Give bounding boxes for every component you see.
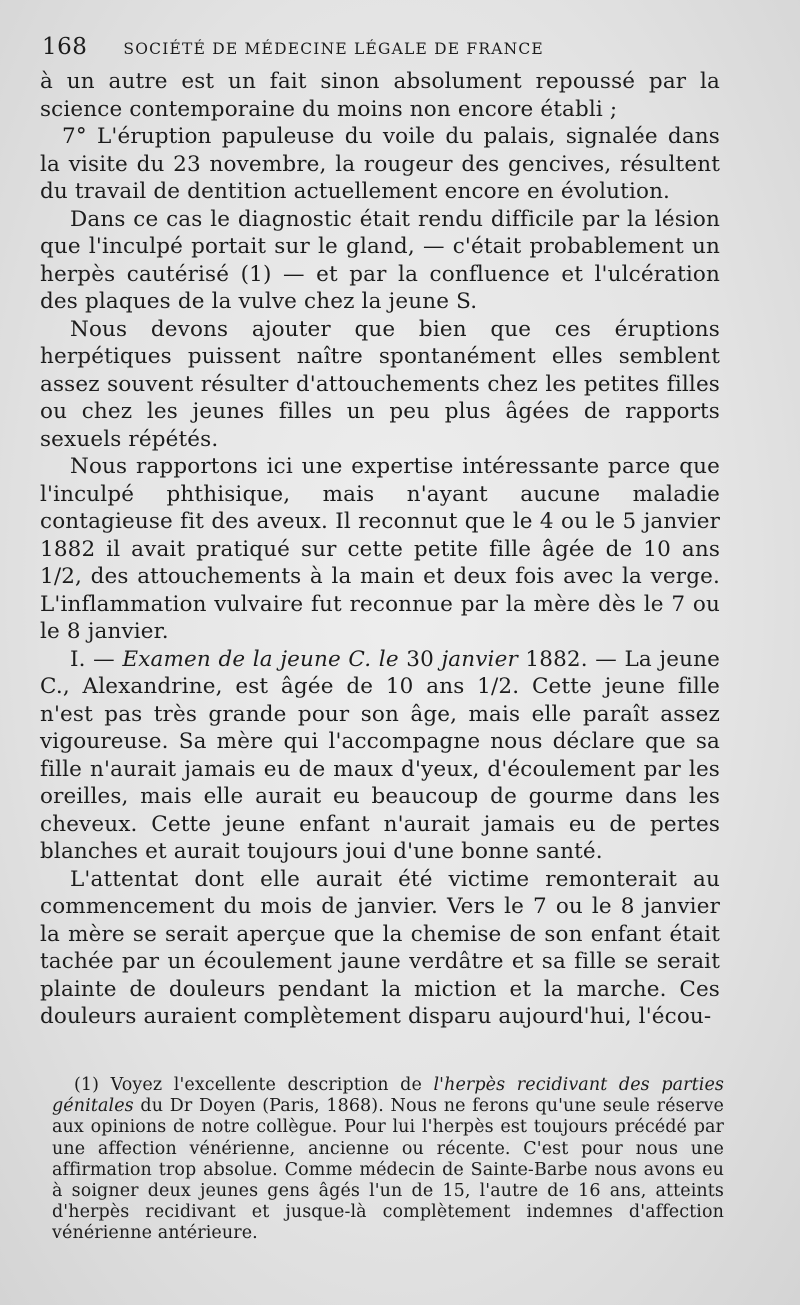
paragraph-continuation: à un autre est un fait sinon absolument repoussé par la science contemporaine du moins non encore établi ;: [40, 69, 720, 122]
footnote-marker: (1): [74, 1075, 100, 1095]
paragraph-herpetic-eruptions: Nous devons ajouter que bien que ces éruptions herpétiques puissent naître spontanément elles semblent assez souvent résulter d'attouchements chez les petites filles ou chez les jeunes filles un peu plus âgées de rapports sexuels répétés.: [40, 316, 720, 452]
paragraph-examen: [40, 646, 720, 866]
section-title-italic: Examen de la jeune C. le: [122, 646, 399, 672]
section-body: 1882. — La jeune C., Alexandrine, est âgée de 10 ans 1/2. Cette jeune fille n'est pas très grande pour son âge, mais elle paraît assez vigoureuse. Sa mère qui l'accompagne nous déclare que sa fille n'aurait jamais eu de maux d'yeux, d'écoulement par les oreilles, mais elle aurait eu beaucoup de gourme dans les cheveux. Cette jeune enfant n'aurait jamais eu de pertes blanches et aurait toujours joui d'une bonne santé.: [40, 646, 720, 864]
section-date-month: janvier: [441, 646, 518, 672]
footnote-cited-title: l'herpès recidivant des parties génitales: [52, 1075, 724, 1117]
page-number: 168: [42, 34, 88, 60]
body-text: [40, 68, 720, 1031]
footnote-1: [52, 1075, 724, 1245]
footnote-text-post: du Dr Doyen (Paris, 1868). Nous ne ferons qu'une seule réserve aux opinions de notre collègue. Pour lui l'herpès est toujours précédé par une affection vénérienne, ancienne ou récente. C'est pour nous une affirmation trop absolue. Comme médecin de Sainte-Barbe nous avons eu à soigner deux jeunes gens âgés l'un de 15, l'autre de 16 ans, atteints d'herpès recidivant et jusque-là complètement indemnes d'affection vénérienne antérieure.: [52, 1096, 724, 1244]
footnotes: [52, 1075, 724, 1245]
section-date-day: 30: [398, 646, 442, 672]
paragraph-diagnostic: Dans ce cas le diagnostic était rendu difficile par la lésion que l'inculpé portait sur le gland, — c'était probablement un herpès cautérisé (1) — et par la confluence et l'ulcération des plaques de la vulve chez la jeune S.: [40, 206, 720, 314]
running-head: SOCIÉTÉ DE MÉDECINE LÉGALE DE FRANCE: [123, 40, 544, 58]
footnote-text-pre: Voyez l'excellente description de: [99, 1075, 434, 1095]
paragraph-expertise: Nous rapportons ici une expertise intéressante parce que l'inculpé phthisique, mais n'ayant aucune maladie contagieuse fit des aveux. Il reconnut que le 4 ou le 5 janvier 1882 il avait pratiqué sur cette petite fille âgée de 10 ans 1/2, des attouchements à la main et deux fois avec la verge. L'inflammation vulvaire fut reconnue par la mère dès le 7 ou le 8 janvier.: [40, 454, 720, 644]
paragraph-item-7: 7° L'éruption papuleuse du voile du palais, signalée dans la visite du 23 novembre, la rougeur des gencives, résultent du travail de dentition actuellement encore en évolution.: [40, 124, 720, 204]
section-lead: I. —: [70, 646, 123, 672]
page-header: [42, 34, 722, 60]
paragraph-attentat: L'attentat dont elle aurait été victime remonterait au commencement du mois de janvier. Vers le 7 ou le 8 janvier la mère se serait aperçue que la chemise de son enfant était tachée par un écoulement jaune verdâtre et sa fille se serait plainte de douleurs pendant la miction et la marche. Ces douleurs auraient complètement disparu aujourd'hui, l'écou-: [40, 866, 720, 1029]
